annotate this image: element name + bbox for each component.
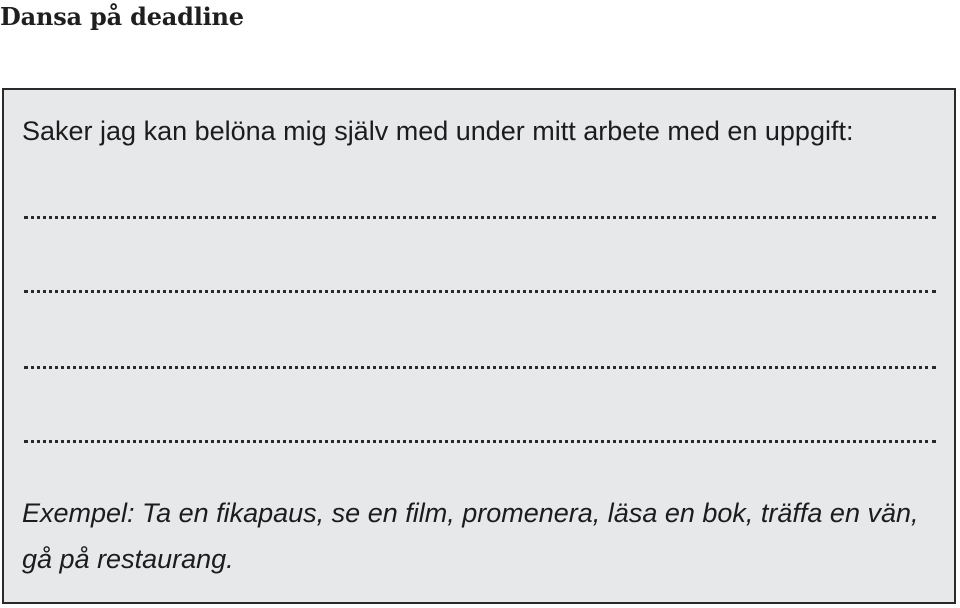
answer-line-4[interactable]: [24, 440, 936, 443]
example-text: Exempel: Ta en fikapaus, se en film, promenera, läsa en bok, träffa en vän, gå på restaurang.: [22, 498, 919, 574]
answer-line-3[interactable]: [24, 366, 936, 369]
worksheet-box: [2, 88, 956, 604]
worksheet-prompt: Saker jag kan belöna mig själv med under mitt arbete med en uppgift:: [22, 116, 854, 146]
answer-line-1[interactable]: [24, 216, 936, 219]
page-title: Dansa på deadline: [0, 2, 244, 31]
answer-line-2[interactable]: [24, 290, 936, 293]
